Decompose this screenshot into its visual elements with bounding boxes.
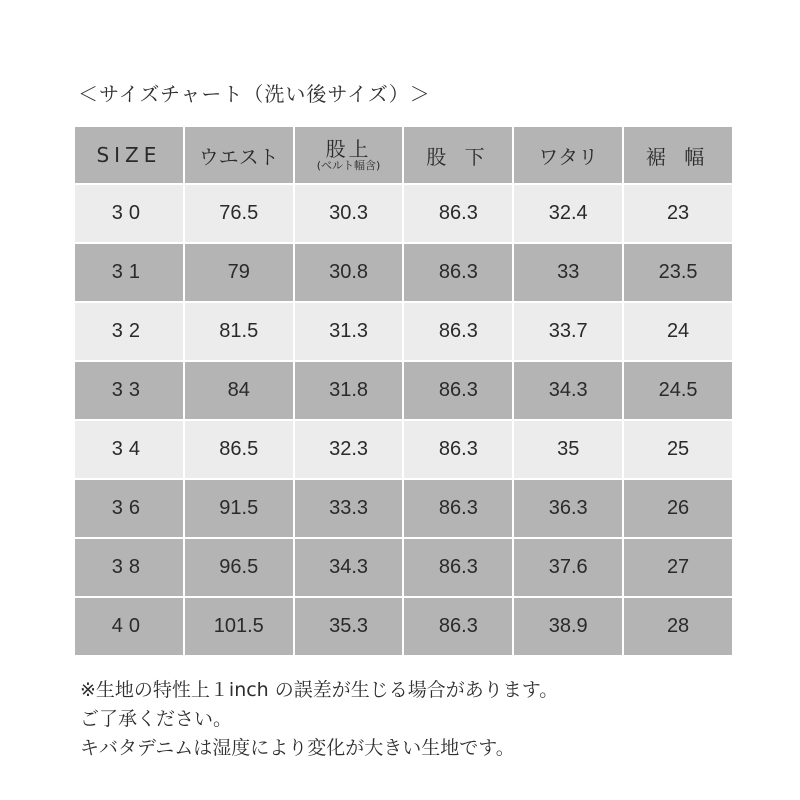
cell-inseam: 86.3 [403, 538, 513, 597]
cell-rise: 35.3 [294, 597, 404, 656]
cell-thigh: 32.4 [513, 184, 623, 243]
header-row [74, 126, 733, 184]
cell-size: 30 [74, 184, 184, 243]
cell-inseam: 86.3 [403, 302, 513, 361]
header-inseam: 股 下 [403, 126, 513, 184]
table-row [74, 479, 733, 538]
header-size: SIZE [74, 126, 184, 184]
header-thigh: ワタリ [513, 126, 623, 184]
header-waist: ウエスト [184, 126, 294, 184]
cell-inseam: 86.3 [403, 184, 513, 243]
cell-rise: 31.8 [294, 361, 404, 420]
cell-rise: 30.3 [294, 184, 404, 243]
cell-rise: 34.3 [294, 538, 404, 597]
cell-rise: 30.8 [294, 243, 404, 302]
cell-thigh: 33.7 [513, 302, 623, 361]
cell-size: 32 [74, 302, 184, 361]
page-title: ＜サイズチャート（洗い後サイズ）＞ [78, 82, 431, 106]
cell-inseam: 86.3 [403, 597, 513, 656]
table-row [74, 361, 733, 420]
cell-waist: 84 [184, 361, 294, 420]
cell-size: 33 [74, 361, 184, 420]
cell-inseam: 86.3 [403, 479, 513, 538]
cell-waist: 101.5 [184, 597, 294, 656]
cell-size: 38 [74, 538, 184, 597]
cell-inseam: 86.3 [403, 361, 513, 420]
cell-hem: 25 [623, 420, 733, 479]
note-line: ご了承ください。 [80, 708, 233, 730]
cell-thigh: 38.9 [513, 597, 623, 656]
cell-waist: 81.5 [184, 302, 294, 361]
header-rise-label: 股上 [325, 136, 372, 161]
table-row [74, 597, 733, 656]
cell-rise: 33.3 [294, 479, 404, 538]
cell-size: 31 [74, 243, 184, 302]
cell-waist: 86.5 [184, 420, 294, 479]
cell-hem: 27 [623, 538, 733, 597]
cell-hem: 26 [623, 479, 733, 538]
cell-thigh: 35 [513, 420, 623, 479]
cell-thigh: 34.3 [513, 361, 623, 420]
note-line: キバタデニムは湿度により変化が大きい生地です。 [80, 737, 515, 759]
cell-waist: 96.5 [184, 538, 294, 597]
cell-size: 40 [74, 597, 184, 656]
cell-hem: 23 [623, 184, 733, 243]
table-row [74, 538, 733, 597]
cell-hem: 24 [623, 302, 733, 361]
header-rise-note: (ベルト幅含) [316, 158, 381, 172]
header-hem: 裾 幅 [623, 126, 733, 184]
table-row [74, 243, 733, 302]
table-row [74, 420, 733, 479]
cell-inseam: 86.3 [403, 420, 513, 479]
cell-hem: 24.5 [623, 361, 733, 420]
notes [80, 676, 558, 763]
cell-size: 36 [74, 479, 184, 538]
cell-thigh: 33 [513, 243, 623, 302]
cell-thigh: 36.3 [513, 479, 623, 538]
cell-inseam: 86.3 [403, 243, 513, 302]
cell-hem: 28 [623, 597, 733, 656]
cell-rise: 32.3 [294, 420, 404, 479]
cell-waist: 76.5 [184, 184, 294, 243]
cell-thigh: 37.6 [513, 538, 623, 597]
table-body [74, 184, 733, 656]
cell-hem: 23.5 [623, 243, 733, 302]
cell-size: 34 [74, 420, 184, 479]
cell-rise: 31.3 [294, 302, 404, 361]
header-rise [294, 126, 404, 184]
cell-waist: 91.5 [184, 479, 294, 538]
table-header [74, 126, 733, 184]
size-chart-table [73, 125, 734, 657]
table-row [74, 302, 733, 361]
cell-waist: 79 [184, 243, 294, 302]
note-line: ※生地の特性上１inch の誤差が生じる場合があります。 [80, 679, 559, 701]
table-row [74, 184, 733, 243]
